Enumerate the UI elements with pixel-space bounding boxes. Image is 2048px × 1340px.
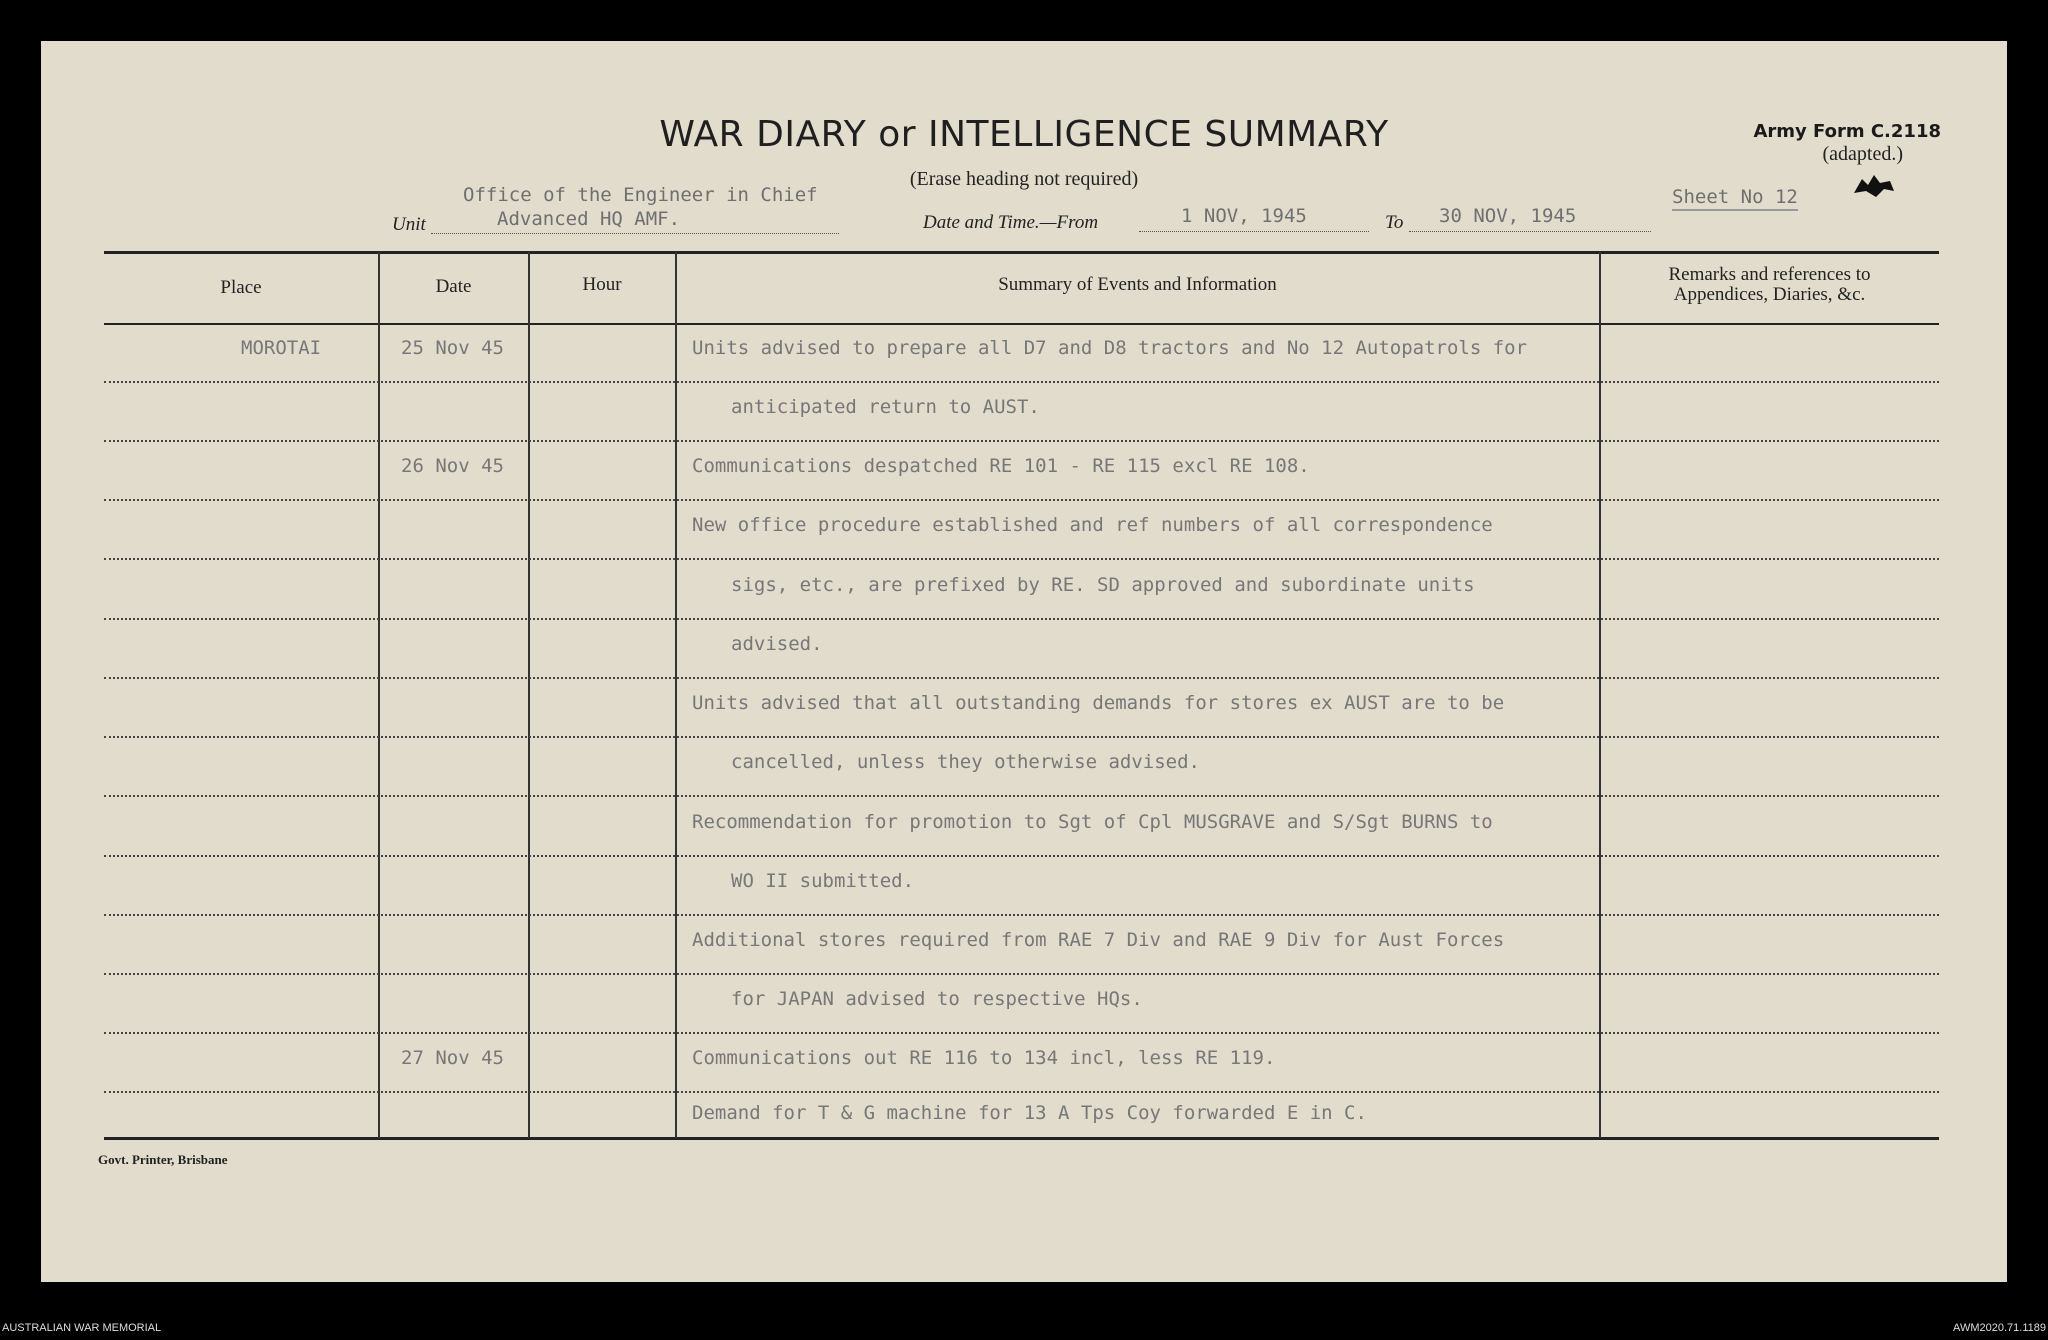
row-rule: [104, 855, 1939, 857]
row-rule: [104, 677, 1939, 679]
row-summary-text: sigs, etc., are prefixed by RE. SD approved and subordinate units: [731, 574, 1475, 596]
date-time-label: Date and Time.—From: [923, 212, 1099, 233]
column-head-hour: Hour: [582, 274, 622, 295]
row-summary-text: Additional stores required from RAE 7 Div and RAE 9 Div for Aust Forces: [692, 929, 1505, 951]
row-summary-text: Units advised that all outstanding demands for stores ex AUST are to be: [692, 692, 1505, 714]
row-summary-text: cancelled, unless they otherwise advised.: [731, 751, 1200, 773]
row-date: 25 Nov 45: [401, 337, 504, 359]
row-rule: [104, 736, 1939, 738]
row-rule: [104, 440, 1939, 442]
row-rule: [104, 1091, 1939, 1093]
printer-imprint: Govt. Printer, Brisbane: [98, 1152, 228, 1167]
column-head-summary: Summary of Events and Information: [998, 274, 1277, 295]
column-head-place: Place: [220, 277, 262, 298]
war-diary-sheet: [41, 41, 2007, 1282]
column-head-date: Date: [435, 276, 472, 297]
army-form-number: Army Form C.2118: [1753, 121, 1941, 142]
erase-note: (Erase heading not required): [909, 168, 1139, 190]
row-summary-text: New office procedure established and ref numbers of all correspondence: [692, 514, 1493, 536]
unit-label: Unit: [392, 214, 426, 235]
row-summary-text: Units advised to prepare all D7 and D8 tractors and No 12 Autopatrols for: [692, 337, 1528, 359]
adapted-note: (adapted.): [1822, 143, 1903, 165]
row-rule: [104, 618, 1939, 620]
row-summary-text: Demand for T & G machine for 13 A Tps Coy forwarded E in C.: [692, 1102, 1367, 1124]
row-rule: [104, 499, 1939, 501]
row-summary-text: Recommendation for promotion to Sgt of Cpl MUSGRAVE and S/Sgt BURNS to: [692, 811, 1493, 833]
row-rule: [104, 381, 1939, 383]
archive-reference: AWM2020.71.1189: [1953, 1322, 2046, 1334]
row-summary-text: anticipated return to AUST.: [731, 396, 1040, 418]
row-rule: [104, 558, 1939, 560]
to-label: To: [1385, 212, 1404, 233]
unit-line-2: Advanced HQ AMF.: [497, 208, 681, 230]
to-date: 30 NOV, 1945: [1439, 205, 1577, 227]
unit-line-1: Office of the Engineer in Chief: [463, 184, 818, 206]
archive-caption: AUSTRALIAN WAR MEMORIAL: [2, 1322, 162, 1334]
row-summary-text: Communications out RE 116 to 134 incl, less RE 119.: [692, 1047, 1276, 1069]
row-summary-text: for JAPAN advised to respective HQs.: [731, 988, 1143, 1010]
column-head-remarks-2: Appendices, Diaries, &c.: [1673, 284, 1866, 305]
form-title: WAR DIARY or INTELLIGENCE SUMMARY: [659, 114, 1389, 155]
row-rule: [104, 1032, 1939, 1034]
row-summary-text: WO II submitted.: [731, 870, 915, 892]
row-place: MOROTAI: [241, 337, 322, 359]
from-date: 1 NOV, 1945: [1181, 205, 1307, 227]
sheet-number: Sheet No 12: [1672, 186, 1798, 211]
row-rule: [104, 914, 1939, 916]
row-date: 26 Nov 45: [401, 455, 504, 477]
column-head-remarks-1: Remarks and references to: [1668, 264, 1871, 285]
row-summary-text: Communications despatched RE 101 - RE 115 excl RE 108.: [692, 455, 1310, 477]
row-rule: [104, 973, 1939, 975]
row-summary-text: advised.: [731, 633, 823, 655]
row-date: 27 Nov 45: [401, 1047, 504, 1069]
row-rule: [104, 795, 1939, 797]
ink-mark-icon: [1850, 171, 1896, 203]
